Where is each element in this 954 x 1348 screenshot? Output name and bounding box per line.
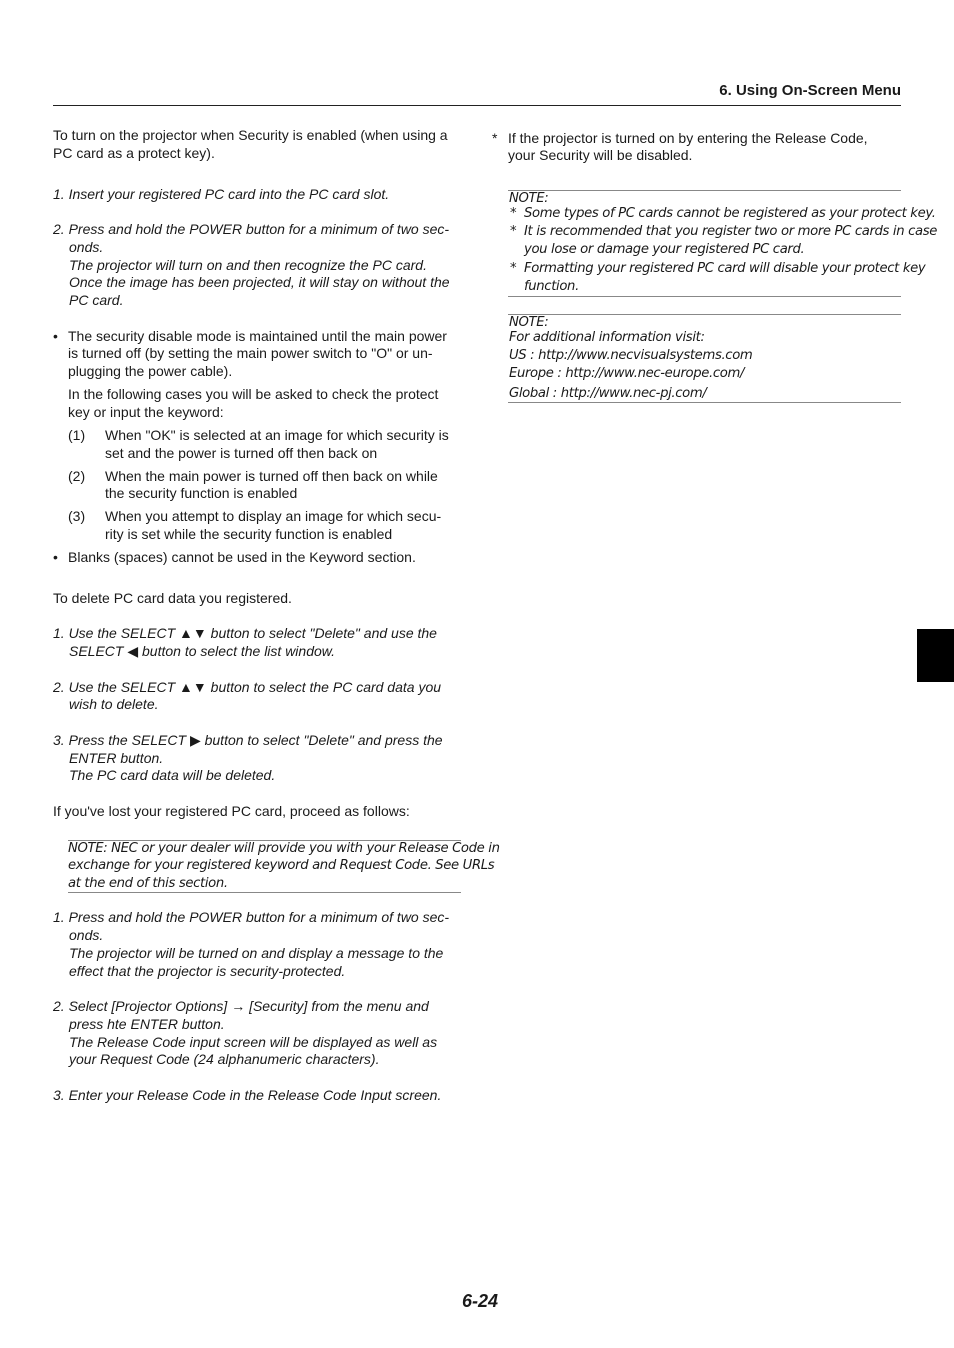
bullet-marker: • xyxy=(53,328,58,344)
note-1-title: NOTE: xyxy=(509,191,549,206)
lost-step-1-line-1: 1. Press and hold the POWER button for a minimum of two sec- xyxy=(53,909,450,925)
bullet-1-line-1: The security disable mode is maintained until the main power xyxy=(68,328,447,344)
bullet-marker: • xyxy=(53,549,58,565)
lost-step-1-line-2: onds. xyxy=(69,927,104,943)
case-1-number: (1) xyxy=(68,427,86,443)
lost-note-line-3: at the end of this section. xyxy=(68,876,228,891)
intro-line-2: PC card as a protect key). xyxy=(53,145,215,161)
note-1-bottom-rule xyxy=(508,296,901,297)
note-1-item-3-line-1: Formatting your registered PC card will disable your protect key xyxy=(524,261,926,276)
note-1-item-2-line-2: you lose or damage your registered PC card. xyxy=(524,242,805,257)
release-note-line-2: your Security will be disabled. xyxy=(508,147,693,163)
lost-step-1-line-3: The projector will be turned on and display a message to the xyxy=(69,945,444,961)
delete-step-3-line-2: ENTER button. xyxy=(69,750,164,766)
case-2-line-1: When the main power is turned off then back on while xyxy=(105,468,438,484)
note-1-item-2-line-1: It is recommended that you register two or more PC cards in case xyxy=(524,224,937,239)
delete-step-1-line-2: SELECT ◀ button to select the list window. xyxy=(69,643,336,659)
note-2-top-rule xyxy=(508,314,901,315)
delete-intro: To delete PC card data you registered. xyxy=(53,590,292,606)
step-2-line-1: 2. Press and hold the POWER button for a minimum of two sec- xyxy=(53,221,450,237)
cases-intro-line-1: In the following cases you will be asked to check the protect xyxy=(68,386,439,402)
case-1-line-2: set and the power is turned off then back on xyxy=(105,445,378,461)
lost-step-1-line-4: effect that the projector is security-protected. xyxy=(69,963,346,979)
case-2-line-2: the security function is enabled xyxy=(105,485,298,501)
note-1-item-3-line-2: function. xyxy=(524,279,579,294)
intro-line-1: To turn on the projector when Security is enabled (when using a xyxy=(53,127,448,143)
section-title: 6. Using On-Screen Menu xyxy=(719,82,901,99)
step-2-line-3: The projector will turn on and then recognize the PC card. xyxy=(69,257,427,273)
asterisk-marker: * xyxy=(510,224,517,239)
step-2-line-5: PC card. xyxy=(69,292,124,308)
cases-intro-line-2: key or input the keyword: xyxy=(68,404,224,420)
step-1: 1. Insert your registered PC card into the PC card slot. xyxy=(53,186,390,202)
delete-step-3-line-1: 3. Press the SELECT ▶ button to select "Delete" and press the xyxy=(53,732,443,748)
header-divider xyxy=(53,105,901,106)
delete-step-2-line-1: 2. Use the SELECT ▲▼ button to select the PC card data you xyxy=(53,679,442,695)
step-2-line-4: Once the image has been projected, it will stay on without the xyxy=(69,274,450,290)
asterisk-marker: * xyxy=(510,206,517,221)
asterisk-marker: * xyxy=(510,261,517,276)
note-2-bottom-rule xyxy=(508,402,901,403)
note-2-title: NOTE: xyxy=(509,315,549,330)
case-1-line-1: When "OK" is selected at an image for which security is xyxy=(105,427,449,443)
delete-step-3-line-3: The PC card data will be deleted. xyxy=(69,767,276,783)
delete-step-1-line-1: 1. Use the SELECT ▲▼ button to select "Delete" and use the xyxy=(53,625,437,641)
lost-note-line-2: exchange for your registered keyword and Request Code. See URLs xyxy=(68,858,495,873)
lost-step-2-line-1: 2. Select [Projector Options] → [Security] from the menu and xyxy=(53,998,429,1014)
lost-step-3: 3. Enter your Release Code in the Release Code Input screen. xyxy=(53,1087,442,1103)
note-bottom-rule xyxy=(68,892,461,893)
release-note-line-1: If the projector is turned on by entering the Release Code, xyxy=(508,130,868,146)
case-3-line-1: When you attempt to display an image for which secu- xyxy=(105,508,442,524)
delete-step-2-line-2: wish to delete. xyxy=(69,696,159,712)
asterisk-marker: * xyxy=(492,130,498,146)
lost-step-2-line-2: press hte ENTER button. xyxy=(69,1016,225,1032)
lost-step-2-line-4: your Request Code (24 alphanumeric characters). xyxy=(69,1051,380,1067)
note-2-url-global[interactable]: Global : http://www.nec-pj.com/ xyxy=(509,386,707,401)
bullet-1-line-3: plugging the power cable). xyxy=(68,363,233,379)
case-3-number: (3) xyxy=(68,508,86,524)
note-2-url-europe[interactable]: Europe : http://www.nec-europe.com/ xyxy=(509,366,745,381)
lost-note-line-1: NOTE: NEC or your dealer will provide you with your Release Code in xyxy=(68,841,500,856)
note-2-url-us[interactable]: US : http://www.necvisualsystems.com xyxy=(509,348,753,363)
lost-card-intro: If you've lost your registered PC card, proceed as follows: xyxy=(53,803,410,819)
bullet-1-line-2: is turned off (by setting the main power switch to "O" or un- xyxy=(68,345,433,361)
note-2-line-1: For additional information visit: xyxy=(509,330,705,345)
step-2-line-2: onds. xyxy=(69,239,104,255)
chapter-thumb-tab xyxy=(917,629,954,682)
note-1-item-1: Some types of PC cards cannot be registered as your protect key. xyxy=(524,206,936,221)
case-3-line-2: rity is set while the security function is enabled xyxy=(105,526,393,542)
case-2-number: (2) xyxy=(68,468,86,484)
page-number: 6-24 xyxy=(461,1291,499,1311)
note-1-top-rule xyxy=(508,190,901,191)
bullet-2-text: Blanks (spaces) cannot be used in the Keyword section. xyxy=(68,549,416,565)
lost-step-2-line-3: The Release Code input screen will be displayed as well as xyxy=(69,1034,438,1050)
